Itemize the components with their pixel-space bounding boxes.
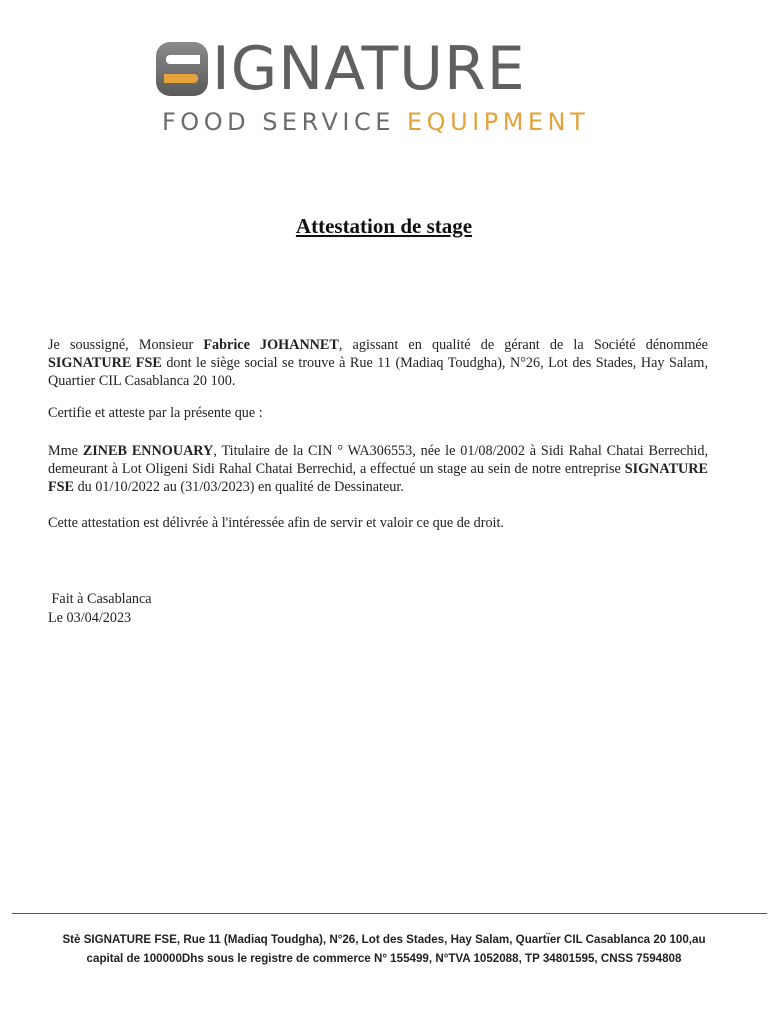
logo-tagline-gold: EQUIPMENT <box>407 108 590 136</box>
logo-tagline-grey: FOOD SERVICE <box>162 108 395 136</box>
intern-name: ZINEB ENNOUARY <box>82 443 214 459</box>
footer-divider <box>12 913 767 914</box>
date-line: Le 03/04/2023 <box>48 610 132 626</box>
paragraph-declarant <box>48 336 708 390</box>
p1-text-2: , agissant en qualité de gérant de la Société dénommée <box>338 337 708 353</box>
footer <box>20 930 748 968</box>
logo-s-emblem <box>156 42 208 96</box>
p3-text-1: Mme <box>48 443 83 459</box>
p1-text-1: Je soussigné, Monsieur <box>48 337 204 353</box>
document-title: Attestation de stage <box>295 214 473 238</box>
p1-text-3: dont le siège social se trouve à Rue 11 (Madiaq Toudgha), N°26, Lot des Stades, Hay Salam, Quartier CIL Casablanca 20 100. <box>48 355 708 389</box>
paragraph-certify: Certifie et atteste par la présente que : <box>48 405 263 421</box>
logo-tagline <box>162 108 589 136</box>
footer-line-1: Stè SIGNATURE FSE, Rue 11 (Madiaq Toudgha), N°26, Lot des Stades, Hay Salam, Quartı̈er CIL Casablanca 20 100,au <box>62 933 706 946</box>
place-line: Fait à Casablanca <box>48 591 152 607</box>
p3-text-2: , Titulaire de la CIN ° WA306553, née le 01/08/2002 à Sidi Rahal Chatai Berrechid, demeurant à Lot Oligeni Sidi Rahal Chatai Berrechid, a effectué un stage au sein de notre entreprise <box>48 443 708 477</box>
company-name: SIGNATURE FSE <box>48 355 162 371</box>
paragraph-intern <box>48 442 708 496</box>
declarant-name: Fabrice JOHANNET <box>203 337 339 353</box>
company-name-2: SIGNATURE FSE <box>48 461 708 495</box>
p3-text-3: du 01/10/2022 au (31/03/2023) en qualité de Dessinateur. <box>74 479 404 495</box>
logo-wordmark: IGNATURE <box>212 34 526 104</box>
company-logo <box>150 36 620 136</box>
footer-line-2: capital de 100000Dhs sous le registre de commerce N° 155499, N°TVA 1052088, TP 34801595, CNSS 7594808 <box>86 952 682 965</box>
paragraph-purpose: Cette attestation est délivrée à l'intéressée afin de servir et valoir ce que de droit. <box>48 515 504 531</box>
